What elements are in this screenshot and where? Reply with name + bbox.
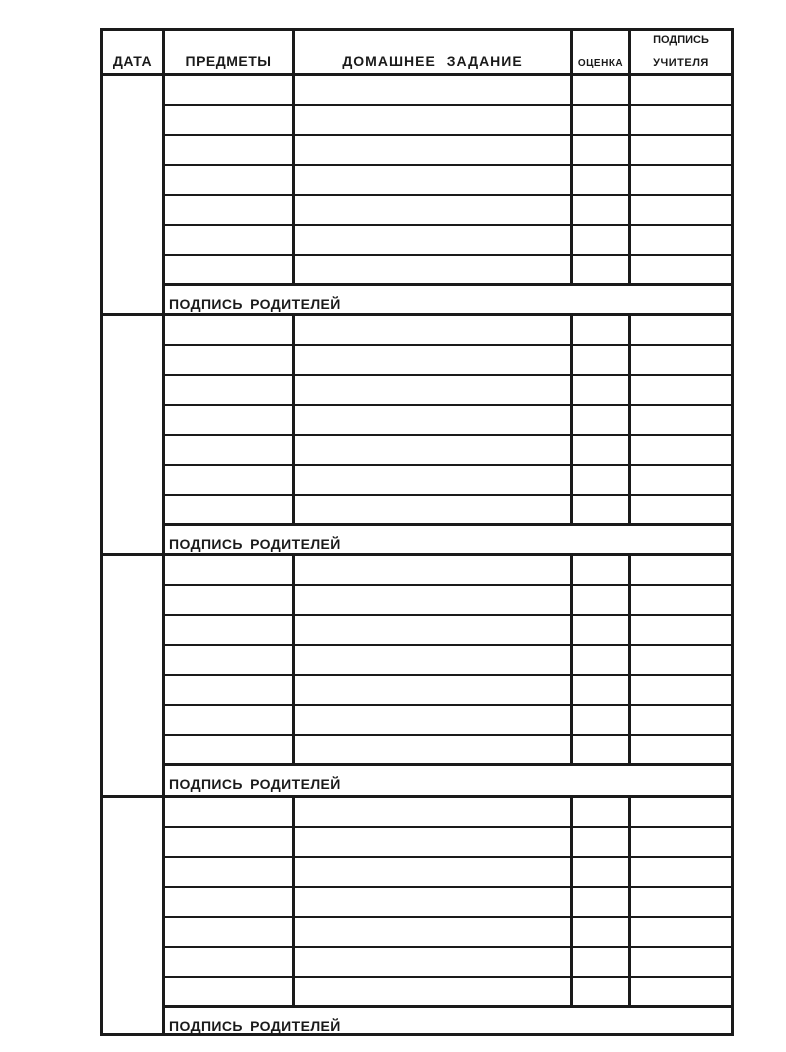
parent-sign-row[interactable] bbox=[165, 766, 731, 796]
homework-cell[interactable] bbox=[295, 346, 573, 374]
homework-cell[interactable] bbox=[295, 136, 573, 164]
grade-cell[interactable] bbox=[573, 978, 631, 1005]
grade-cell[interactable] bbox=[573, 556, 631, 584]
subject-cell[interactable] bbox=[165, 586, 295, 614]
subject-cell[interactable] bbox=[165, 736, 295, 763]
grade-cell[interactable] bbox=[573, 256, 631, 283]
lesson-rows bbox=[165, 316, 731, 556]
parent-sign-label: ПОДПИСЬ РОДИТЕЛЕЙ bbox=[169, 776, 341, 792]
homework-cell[interactable] bbox=[295, 256, 573, 283]
header-date-label: ДАТА bbox=[112, 53, 153, 69]
subject-cell[interactable] bbox=[165, 888, 295, 916]
subject-cell[interactable] bbox=[165, 918, 295, 946]
subject-cell[interactable] bbox=[165, 646, 295, 674]
date-cell[interactable] bbox=[103, 316, 165, 553]
grade-cell[interactable] bbox=[573, 918, 631, 946]
table-row bbox=[165, 496, 731, 526]
table-row bbox=[165, 736, 731, 766]
date-cell[interactable] bbox=[103, 76, 165, 313]
homework-cell[interactable] bbox=[295, 376, 573, 404]
grade-cell[interactable] bbox=[573, 166, 631, 194]
table-row bbox=[165, 406, 731, 436]
grade-cell[interactable] bbox=[573, 196, 631, 224]
homework-cell[interactable] bbox=[295, 556, 573, 584]
subject-cell[interactable] bbox=[165, 616, 295, 644]
table-row bbox=[165, 646, 731, 676]
subject-cell[interactable] bbox=[165, 706, 295, 734]
teacher-sign-cell[interactable] bbox=[631, 76, 731, 104]
grade-cell[interactable] bbox=[573, 376, 631, 404]
week-block bbox=[103, 798, 731, 1033]
table-row bbox=[165, 948, 731, 978]
grade-cell[interactable] bbox=[573, 106, 631, 134]
parent-sign-row[interactable] bbox=[165, 1008, 731, 1038]
table-row bbox=[165, 858, 731, 888]
teacher-sign-cell[interactable] bbox=[631, 676, 731, 704]
grade-cell[interactable] bbox=[573, 798, 631, 826]
table-row bbox=[165, 556, 731, 586]
header-subjects bbox=[165, 31, 295, 73]
homework-cell[interactable] bbox=[295, 978, 573, 1005]
teacher-sign-cell[interactable] bbox=[631, 316, 731, 344]
teacher-sign-cell[interactable] bbox=[631, 978, 731, 1005]
week-block bbox=[103, 316, 731, 556]
homework-cell[interactable] bbox=[295, 736, 573, 763]
teacher-sign-cell[interactable] bbox=[631, 406, 731, 434]
homework-cell[interactable] bbox=[295, 166, 573, 194]
teacher-sign-cell[interactable] bbox=[631, 586, 731, 614]
table-row bbox=[165, 106, 731, 136]
subject-cell[interactable] bbox=[165, 316, 295, 344]
subject-cell[interactable] bbox=[165, 376, 295, 404]
homework-cell[interactable] bbox=[295, 888, 573, 916]
subject-cell[interactable] bbox=[165, 106, 295, 134]
grade-cell[interactable] bbox=[573, 406, 631, 434]
table-row bbox=[165, 136, 731, 166]
table-row bbox=[165, 918, 731, 948]
header-teacher-sign-top: ПОДПИСЬ bbox=[653, 34, 709, 46]
table-row bbox=[165, 196, 731, 226]
grade-cell[interactable] bbox=[573, 858, 631, 886]
subject-cell[interactable] bbox=[165, 466, 295, 494]
subject-cell[interactable] bbox=[165, 226, 295, 254]
table-row bbox=[165, 376, 731, 406]
parent-sign-row[interactable] bbox=[165, 286, 731, 316]
homework-cell[interactable] bbox=[295, 646, 573, 674]
table-row bbox=[165, 226, 731, 256]
table-row bbox=[165, 828, 731, 858]
teacher-sign-cell[interactable] bbox=[631, 166, 731, 194]
grade-cell[interactable] bbox=[573, 676, 631, 704]
week-block bbox=[103, 76, 731, 316]
grade-cell[interactable] bbox=[573, 706, 631, 734]
grade-cell[interactable] bbox=[573, 76, 631, 104]
grade-cell[interactable] bbox=[573, 586, 631, 614]
teacher-sign-cell[interactable] bbox=[631, 136, 731, 164]
teacher-sign-cell[interactable] bbox=[631, 436, 731, 464]
table-row bbox=[165, 316, 731, 346]
table-row bbox=[165, 888, 731, 918]
subject-cell[interactable] bbox=[165, 556, 295, 584]
homework-cell[interactable] bbox=[295, 226, 573, 254]
table-row bbox=[165, 166, 731, 196]
teacher-sign-cell[interactable] bbox=[631, 376, 731, 404]
teacher-sign-cell[interactable] bbox=[631, 616, 731, 644]
subject-cell[interactable] bbox=[165, 978, 295, 1005]
table-row bbox=[165, 676, 731, 706]
table-row bbox=[165, 616, 731, 646]
grade-cell[interactable] bbox=[573, 616, 631, 644]
homework-cell[interactable] bbox=[295, 496, 573, 523]
subject-cell[interactable] bbox=[165, 948, 295, 976]
parent-sign-label: ПОДПИСЬ РОДИТЕЛЕЙ bbox=[169, 296, 341, 312]
homework-cell[interactable] bbox=[295, 196, 573, 224]
subject-cell[interactable] bbox=[165, 406, 295, 434]
teacher-sign-cell[interactable] bbox=[631, 466, 731, 494]
teacher-sign-cell[interactable] bbox=[631, 646, 731, 674]
grade-cell[interactable] bbox=[573, 466, 631, 494]
homework-cell[interactable] bbox=[295, 316, 573, 344]
homework-cell[interactable] bbox=[295, 106, 573, 134]
teacher-sign-cell[interactable] bbox=[631, 828, 731, 856]
grade-cell[interactable] bbox=[573, 136, 631, 164]
homework-cell[interactable] bbox=[295, 676, 573, 704]
header-date bbox=[103, 31, 165, 73]
header-teacher-sign bbox=[631, 31, 731, 73]
teacher-sign-cell[interactable] bbox=[631, 346, 731, 374]
subject-cell[interactable] bbox=[165, 136, 295, 164]
table-row bbox=[165, 346, 731, 376]
homework-cell[interactable] bbox=[295, 918, 573, 946]
parent-sign-label: ПОДПИСЬ РОДИТЕЛЕЙ bbox=[169, 1018, 341, 1034]
table-header bbox=[103, 31, 731, 76]
header-grade bbox=[573, 31, 631, 73]
header-homework bbox=[295, 31, 573, 73]
homework-cell[interactable] bbox=[295, 436, 573, 464]
lesson-rows bbox=[165, 798, 731, 1038]
teacher-sign-cell[interactable] bbox=[631, 798, 731, 826]
table-row bbox=[165, 706, 731, 736]
date-cell[interactable] bbox=[103, 798, 165, 1033]
diary-page bbox=[100, 28, 734, 1036]
teacher-sign-cell[interactable] bbox=[631, 948, 731, 976]
subject-cell[interactable] bbox=[165, 858, 295, 886]
grade-cell[interactable] bbox=[573, 346, 631, 374]
teacher-sign-cell[interactable] bbox=[631, 706, 731, 734]
date-cell[interactable] bbox=[103, 556, 165, 795]
homework-cell[interactable] bbox=[295, 616, 573, 644]
table-row bbox=[165, 76, 731, 106]
teacher-sign-cell[interactable] bbox=[631, 918, 731, 946]
subject-cell[interactable] bbox=[165, 196, 295, 224]
parent-sign-label: ПОДПИСЬ РОДИТЕЛЕЙ bbox=[169, 536, 341, 552]
lesson-rows bbox=[165, 556, 731, 796]
grade-cell[interactable] bbox=[573, 436, 631, 464]
grade-cell[interactable] bbox=[573, 736, 631, 763]
subject-cell[interactable] bbox=[165, 436, 295, 464]
table-row bbox=[165, 436, 731, 466]
subject-cell[interactable] bbox=[165, 256, 295, 283]
grade-cell[interactable] bbox=[573, 316, 631, 344]
homework-cell[interactable] bbox=[295, 466, 573, 494]
teacher-sign-cell[interactable] bbox=[631, 736, 731, 763]
grade-cell[interactable] bbox=[573, 828, 631, 856]
grade-cell[interactable] bbox=[573, 496, 631, 523]
week-block bbox=[103, 556, 731, 798]
homework-cell[interactable] bbox=[295, 948, 573, 976]
teacher-sign-cell[interactable] bbox=[631, 196, 731, 224]
subject-cell[interactable] bbox=[165, 76, 295, 104]
table-row bbox=[165, 466, 731, 496]
header-grade-label: ОЦЕНКА bbox=[577, 58, 624, 69]
lesson-rows bbox=[165, 76, 731, 316]
subject-cell[interactable] bbox=[165, 828, 295, 856]
table-row bbox=[165, 798, 731, 828]
homework-cell[interactable] bbox=[295, 76, 573, 104]
teacher-sign-cell[interactable] bbox=[631, 556, 731, 584]
teacher-sign-cell[interactable] bbox=[631, 858, 731, 886]
header-subjects-label: ПРЕДМЕТЫ bbox=[185, 53, 272, 69]
homework-cell[interactable] bbox=[295, 858, 573, 886]
teacher-sign-cell[interactable] bbox=[631, 106, 731, 134]
grade-cell[interactable] bbox=[573, 888, 631, 916]
table-row bbox=[165, 256, 731, 286]
subject-cell[interactable] bbox=[165, 496, 295, 523]
homework-cell[interactable] bbox=[295, 828, 573, 856]
parent-sign-row[interactable] bbox=[165, 526, 731, 556]
subject-cell[interactable] bbox=[165, 166, 295, 194]
grade-cell[interactable] bbox=[573, 646, 631, 674]
subject-cell[interactable] bbox=[165, 676, 295, 704]
homework-cell[interactable] bbox=[295, 798, 573, 826]
header-teacher-sign-bottom: УЧИТЕЛЯ bbox=[653, 57, 709, 69]
teacher-sign-cell[interactable] bbox=[631, 496, 731, 523]
subject-cell[interactable] bbox=[165, 346, 295, 374]
homework-cell[interactable] bbox=[295, 406, 573, 434]
grade-cell[interactable] bbox=[573, 226, 631, 254]
header-homework-label: ДОМАШНЕЕ ЗАДАНИЕ bbox=[342, 53, 523, 69]
homework-cell[interactable] bbox=[295, 586, 573, 614]
grade-cell[interactable] bbox=[573, 948, 631, 976]
teacher-sign-cell[interactable] bbox=[631, 256, 731, 283]
homework-cell[interactable] bbox=[295, 706, 573, 734]
teacher-sign-cell[interactable] bbox=[631, 226, 731, 254]
table-row bbox=[165, 978, 731, 1008]
subject-cell[interactable] bbox=[165, 798, 295, 826]
table-row bbox=[165, 586, 731, 616]
teacher-sign-cell[interactable] bbox=[631, 888, 731, 916]
